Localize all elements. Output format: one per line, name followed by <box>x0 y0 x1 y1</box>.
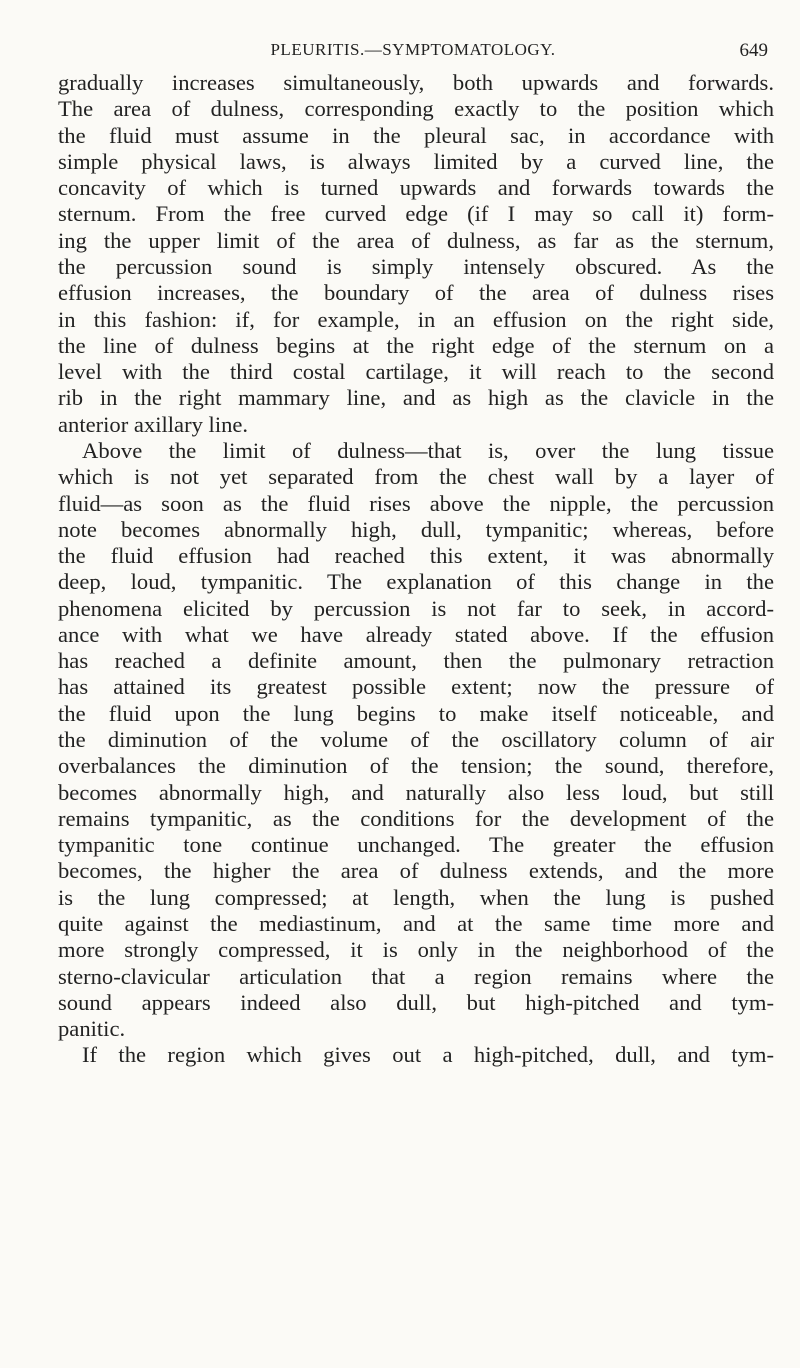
text-line: quite against the mediastinum, and at the same time more and <box>58 911 774 936</box>
text-line: tympanitic tone continue unchanged. The greater the effusion <box>58 832 774 858</box>
text-line: has attained its greatest possible extent; now the pressure of <box>58 674 774 700</box>
text-line: sternum. From the free curved edge (if I may so call it) form- <box>58 201 774 227</box>
text-line: ing the upper limit of the area of dulness, as far as the sternum, <box>58 227 774 253</box>
text-line: becomes, the higher the area of dulness extends, and the more <box>58 858 774 884</box>
text-line: sterno-clavicular articulation that a region remains where the <box>58 963 774 989</box>
text-line: level with the third costal cartilage, it will reach to the second <box>58 359 774 385</box>
text-line: phenomena elicited by percussion is not far to seek, in accord- <box>58 595 774 621</box>
text-line: deep, loud, tympanitic. The explanation of this change in the <box>58 569 774 595</box>
paragraph-end-line: panitic. <box>58 1016 126 1042</box>
text-line: The area of dulness, corresponding exactly to the position which <box>58 96 774 122</box>
page-number: 649 <box>739 40 768 61</box>
text-line: fluid—as soon as the fluid rises above the nipple, the percussion <box>58 490 774 516</box>
text-line: is the lung compressed; at length, when the lung is pushed <box>58 884 774 910</box>
text-line: note becomes abnormally high, dull, tympanitic; whereas, before <box>58 516 774 542</box>
text-line: overbalances the diminution of the tension; the sound, therefore, <box>58 753 774 779</box>
running-title: PLEURITIS.—SYMPTOMATOLOGY. <box>270 40 556 59</box>
text-line: has reached a definite amount, then the pulmonary retraction <box>58 648 774 674</box>
text-line: sound appears indeed also dull, but high-pitched and tym- <box>58 989 774 1015</box>
text-line: simple physical laws, is always limited by a curved line, the <box>58 148 774 174</box>
text-line: more strongly compressed, it is only in the neighborhood of the <box>58 937 774 963</box>
text-line: in this fashion: if, for example, in an effusion on the right side, <box>58 306 774 332</box>
text-line: concavity of which is turned upwards and forwards towards the <box>58 175 774 201</box>
text-line: which is not yet separated from the chest wall by a layer of <box>58 464 774 490</box>
running-head <box>58 40 768 68</box>
paragraph-start-line: Above the limit of dulness—that is, over the lung tissue <box>82 437 774 463</box>
text-line: the diminution of the volume of the oscillatory column of air <box>58 727 774 753</box>
text-line: the percussion sound is simply intensely obscured. As the <box>58 253 774 279</box>
text-line: ance with what we have already stated above. If the effusion <box>58 621 774 647</box>
text-line: the fluid effusion had reached this extent, it was abnormally <box>58 543 774 569</box>
text-line: the fluid upon the lung begins to make itself noticeable, and <box>58 700 774 726</box>
text-line: becomes abnormally high, and naturally also less loud, but still <box>58 779 774 805</box>
text-line: the line of dulness begins at the right edge of the sternum on a <box>58 332 774 358</box>
text-line: the fluid must assume in the pleural sac, in accordance with <box>58 122 774 148</box>
paragraph-end-line: anterior axillary line. <box>58 411 249 437</box>
text-line: rib in the right mammary line, and as high as the clavicle in the <box>58 385 774 411</box>
text-line: effusion increases, the boundary of the area of dulness rises <box>58 280 774 306</box>
body-text <box>58 70 774 1069</box>
paragraph-start-line: If the region which gives out a high-pitched, dull, and tym- <box>82 1042 774 1068</box>
text-line: remains tympanitic, as the conditions for the development of the <box>58 805 774 831</box>
text-line: gradually increases simultaneously, both upwards and forwards. <box>58 70 774 95</box>
